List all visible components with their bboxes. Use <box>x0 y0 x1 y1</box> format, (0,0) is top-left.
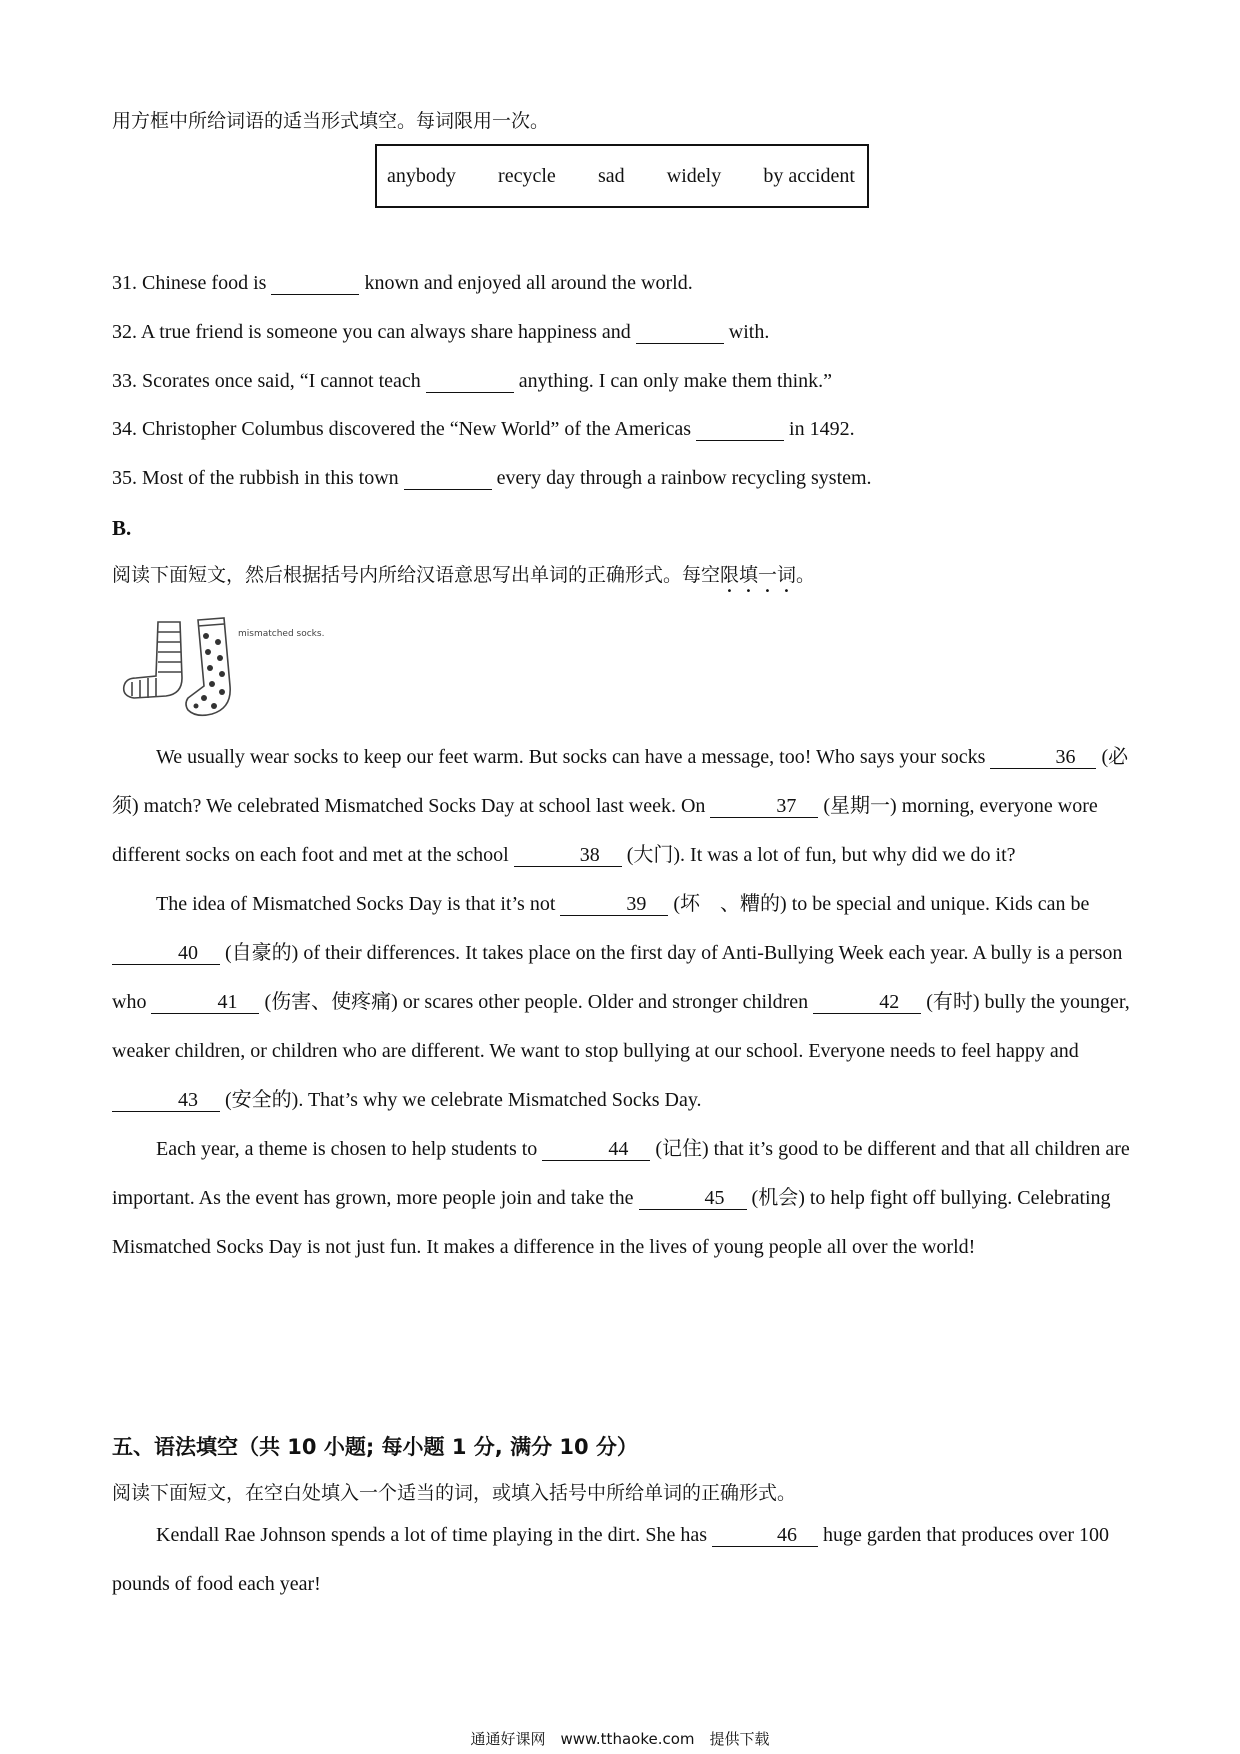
passage-b-paragraph-1: We usually wear socks to keep our feet warm. But socks can have a message, too! Who says your socks 36 (必须) match? We celebrated Mismatched Socks Day at school last week. On 37 (星期一) morning, everyone wore different socks on each foot and met at the school 38 (大门). It was a lot of fun, but why did we do it? <box>112 746 1129 866</box>
answer-blank[interactable] <box>696 419 784 441</box>
section-5-heading: 五、语法填空（共 10 小题; 每小题 1 分, 满分 10 分） <box>112 1435 638 1459</box>
passage-5-paragraph-1: Kendall Rae Johnson spends a lot of time playing in the dirt. She has 46 huge garden that produces over 100 pounds of food each year! <box>112 1524 1110 1595</box>
page-footer: 通通好课网 www.tthaoke.com 提供下载 <box>470 1730 770 1748</box>
question-31: 31. Chinese food is known and enjoyed all around the world. <box>112 272 693 294</box>
passage-5 <box>112 1511 1130 1609</box>
section-b-heading: B. <box>112 516 132 540</box>
blank-45[interactable]: 45 <box>639 1188 747 1210</box>
question-33: 33. Scorates once said, “I cannot teach anything. I can only make them think.” <box>112 370 833 392</box>
blank-43[interactable]: 43 <box>112 1090 220 1112</box>
blank-42[interactable]: 42 <box>813 992 921 1014</box>
blank-37[interactable]: 37 <box>710 796 818 818</box>
question-35: 35. Most of the rubbish in this town every day through a rainbow recycling system. <box>112 467 872 489</box>
passage-b <box>112 733 1130 1272</box>
passage-b-paragraph-3: Each year, a theme is chosen to help students to 44 (记住) that it’s good to be different and that all children are important. As the event has grown, more people join and take the 45 (机会) to help fight off bullying. Celebrating Mismatched Socks Day is not just fun. It makes a difference in the lives of young people all over the world! <box>112 1138 1130 1258</box>
answer-blank[interactable] <box>636 322 724 344</box>
question-34: 34. Christopher Columbus discovered the “New World” of the Americas in 1492. <box>112 418 855 440</box>
illustration-caption: mismatched socks. <box>238 629 325 639</box>
word-box-item: anybody <box>387 164 456 187</box>
blank-46[interactable]: 46 <box>712 1525 818 1547</box>
blank-40[interactable]: 40 <box>112 943 220 965</box>
blank-41[interactable]: 41 <box>151 992 259 1014</box>
mismatched-socks-illustration <box>118 612 325 720</box>
word-box-item: recycle <box>498 164 556 187</box>
passage-b-paragraph-2: The idea of Mismatched Socks Day is that it’s not 39 (坏 、糟的) to be special and unique. Kids can be 40 (自豪的) of their differences. It takes place on the first day of Anti-Bullying Week each year. A bully is a person who 41 (伤害、使疼痛) or scares other people. Older and stronger children 42 (有时) bully the younger, weaker children, or children who are different. We want to stop bullying at our school. Everyone needs to feel happy and 43 (安全的). That’s why we celebrate Mismatched Socks Day. <box>112 893 1130 1111</box>
answer-blank[interactable] <box>426 371 514 393</box>
blank-38[interactable]: 38 <box>514 845 622 867</box>
word-box-item: sad <box>597 164 625 187</box>
blank-44[interactable]: 44 <box>542 1139 650 1161</box>
answer-blank[interactable] <box>404 468 492 490</box>
word-box-item: by accident <box>763 164 855 187</box>
word-box <box>375 144 869 208</box>
part-b-instruction: 阅读下面短文，然后根据括号内所给汉语意思写出单词的正确形式。每空限填一词。 <box>112 564 816 586</box>
question-32: 32. A true friend is someone you can always share happiness and with. <box>112 321 770 343</box>
word-box-item: widely <box>666 164 722 187</box>
answer-blank[interactable] <box>271 273 359 295</box>
part-a-instruction: 用方框中所给词语的适当形式填空。每词限用一次。 <box>112 110 550 132</box>
blank-36[interactable]: 36 <box>990 747 1096 769</box>
part-5-instruction: 阅读下面短文，在空白处填入一个适当的词，或填入括号中所给单词的正确形式。 <box>112 1482 797 1504</box>
blank-39[interactable]: 39 <box>560 894 668 916</box>
